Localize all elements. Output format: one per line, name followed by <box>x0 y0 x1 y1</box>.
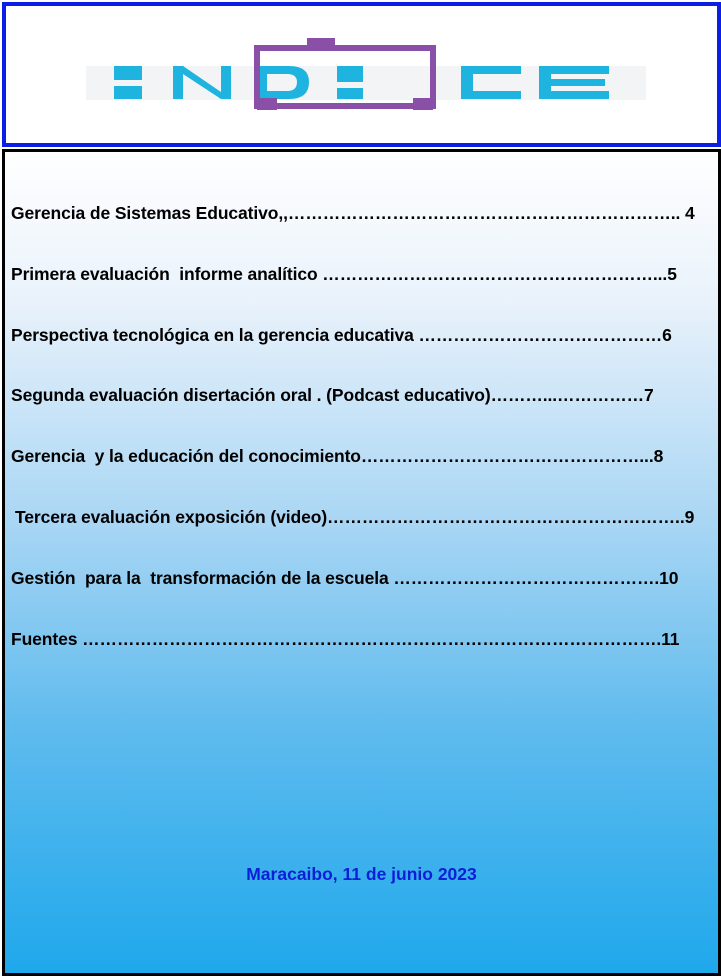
toc-entry[interactable]: Perspectiva tecnológica en la gerencia educativa ……………………………………6 <box>11 325 672 345</box>
toc-entry[interactable]: Gerencia de Sistemas Educativo,,………………………………………………………….. 4 <box>11 203 695 223</box>
indice-logo <box>81 36 651 116</box>
toc-entry[interactable]: Fuentes ……………………………………………………………………………………….11 <box>11 629 680 649</box>
toc-entry[interactable]: Primera evaluación informe analítico …………………………………………………...5 <box>11 264 677 284</box>
toc-entry[interactable]: Segunda evaluación disertación oral . (Podcast educativo)………...……………7 <box>11 385 654 405</box>
toc-entry[interactable]: Gerencia y la educación del conocimiento…………………………………………...8 <box>11 446 664 466</box>
toc-entry[interactable]: Tercera evaluación exposición (video)……………………………………………………..9 <box>15 507 695 527</box>
header-frame <box>2 2 721 147</box>
indice-logo-graphic <box>81 36 651 116</box>
place-date: Maracaibo, 11 de junio 2023 <box>246 864 477 884</box>
toc-entry[interactable]: Gestión para la transformación de la escuela ……………………………………….10 <box>11 568 679 588</box>
table-of-contents-panel <box>2 149 721 976</box>
